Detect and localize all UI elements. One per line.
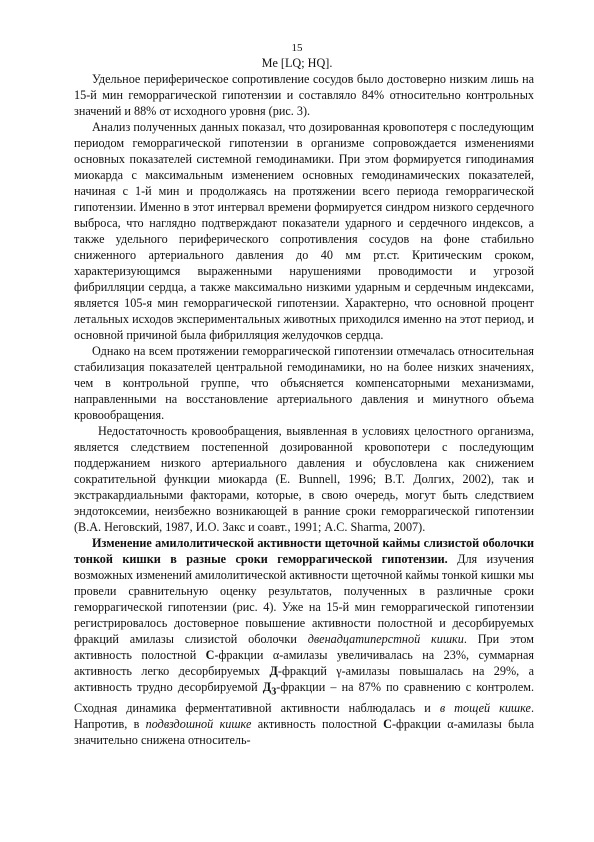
- section-heading: Изменение амилолитической активности щеточной каймы слизистой оболочки тонкой кишки в разные сроки геморрагической гипотензии.: [74, 536, 534, 566]
- stats-notation: Me [LQ; HQ].: [261, 56, 333, 70]
- paragraph-amylolytic-activity: Изменение амилолитической активности щеточной каймы слизистой оболочки тонкой кишки в разные сроки геморрагической гипотензии. Для изучения возможных изменений амилолитической активности щеточной каймы тонкой кишки мы провели сравнительную оценку результатов, полученных в различные сроки геморрагической гипотензии (рис. 4). Уже на 15-й мин геморрагической гипотензии регистрировалось достоверное повышение активности полостной и десорбируемых фракций амилазы слизистой оболочки двенадцатиперстной кишки. При этом активность полостной С-фракции α-амилазы увеличивалась на 23%, суммарная активность легко десорбируемых Д-фракций γ-амилазы повышалась на 29%, а активность трудно десорбируемой $Д_3$-фракции – на 87% по сравнению с контролем. Сходная динамика ферментативной активности наблюдалась и в тощей кишке. Напротив, в подвздошной кишке активность полостной С-фракции α-амилазы была значительно снижена относитель-: [74, 536, 535, 748]
- paragraph-stabilization: Однако на всем протяжении геморрагической гипотензии отмечалась относительная стабилизация показателей центральной гемодинамики, но на более низких значениях, чем в контрольной группе, что объясняется компенсаторными механизмами, направленными на восстановление артериального давления и минутного объема кровообращения.: [74, 344, 534, 422]
- paragraph-circulatory-insufficiency: Недостаточность кровообращения, выявленная в условиях целостного организма, является следствием постепенной дозированной кровопотери с последующим поддержанием низкого артериального давления и обусловлена как снижением сократительной функции миокарда (E. Bunnell, 1996; В.Т. Долгих, 2002), так и экстракардиальными факторами, которые, в свою очередь, могут быть следствием эндотоксемии, неизбежно возникающей в ранние сроки геморрагической гипотензии (В.А. Неговский, 1987, И.О. Закс и соавт., 1991; A.C. Sharma, 2007).: [74, 424, 534, 534]
- paragraph-analysis: Анализ полученных данных показал, что дозированная кровопотеря с последующим периодом геморрагической гипотензии в организме сопровождается изменениями основных показателей системной гемодинамики. При этом формируется гиподинамия миокарда с максимальным изменением основных гемодинамических показателей, начиная с 1-й мин и продолжаясь на протяжении всего периода геморрагической гипотензии. Именно в этот интервал времени формируется синдром низкого сердечного выброса, что наглядно подтверждают показатели ударного и сердечного индексов, а также удельного периферического сопротивления сосудов на фоне стабильно сниженного артериального давления до 40 мм рт.ст. Критическим сроком, характеризующимся выраженными нарушениями проводимости и угрозой фибрилляции сердца, а также максимально низкими ударным и сердечным индексами, является 105-я мин геморрагической гипотензии. Характерно, что основной процент летальных исходов экспериментальных животных приходился именно на этот период, и основной причиной была фибрилляция желудочков сердца.: [74, 120, 534, 342]
- body-text: [74, 71, 534, 748]
- page-number: 15: [291, 42, 303, 54]
- paragraph-vascular-resistance: Удельное периферическое сопротивление сосудов было достоверно низким лишь на 15-й мин геморрагической гипотензии и составляло 84% относительно контрольных значений и 88% от исходного уровня (рис. 3).: [74, 72, 534, 118]
